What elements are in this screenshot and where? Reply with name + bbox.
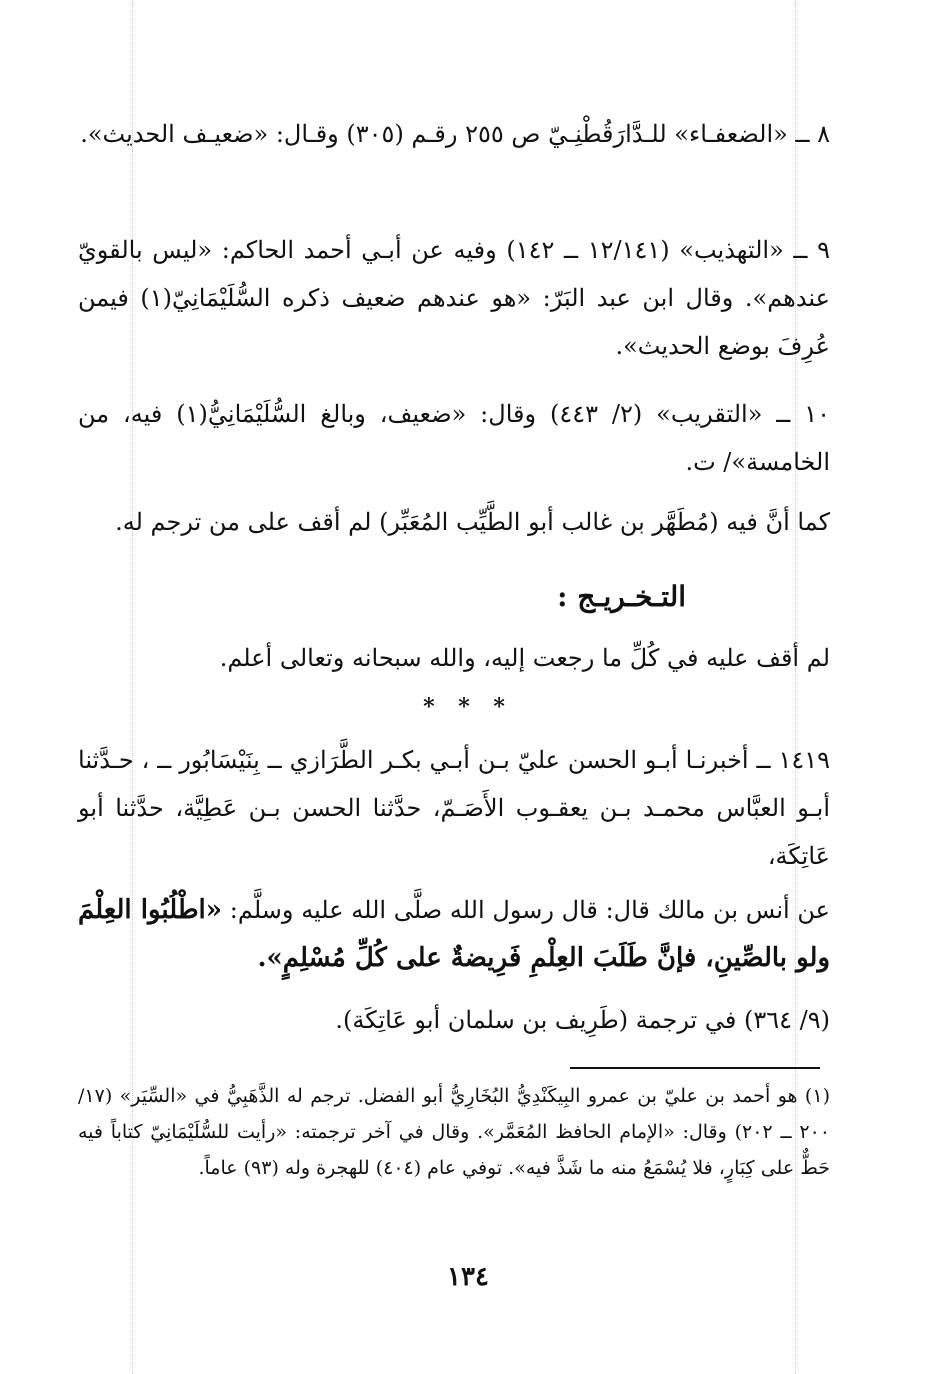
unknown-narrator-note: كما أنَّ فيه (مُطَهَّر بن غالب أبو الطَّيِّب المُعَبِّر) لم أقف على من ترجم له. <box>115 508 830 536</box>
footnote-1: (١) هو أحمد بن عليّ بن عمرو البِيكَنْدِيُّ البُخَارِيُّ أبو الفضل. ترجم له الذَّهَبِيُّ في «السِّيَر» (١٧/ ٢٠٠ ــ ٢٠٢) وقال: «الإمام الحافظ المُعَمَّر». وقال في آخر ترجمته: «رأيت للسُّلَيْمَانِيّ كتاباً فيه حَطٌّ على كِبَارٍ، فلا يُسْمَعُ منه ما شَذَّ فيه». توفي عام (٤٠٤) للهجرة وله (٩٣) عاماً. <box>78 1085 830 1179</box>
page-number: ١٣٤ <box>447 1262 489 1292</box>
takhrij-heading: التـخـريـج : <box>557 580 686 613</box>
hadith-matn <box>78 886 830 982</box>
entry-10: ١٠ ــ «التقريب» (٢/ ٤٤٣) وقال: «ضعيف، وبالغ السُّلَيْمَانِيُّ(١) فيه، من الخامسة»/ ت. <box>78 400 831 476</box>
section-separator: * * * <box>423 694 513 720</box>
hadith-matn-intro: عن أنس بن مالك قال: قال رسول الله صلَّى الله عليه وسلَّم: <box>229 896 830 924</box>
hadith-matn-text: «اطْلُبُوا العِلْمَ ولو بالصِّينِ، فإنَّ طَلَبَ العِلْمِ فَرِيضةٌ على كُلِّ مُسْلِمٍ». <box>78 895 830 973</box>
entry-9: ٩ ــ «التهذيب» (١٢/١٤١ ــ ١٤٢) وفيه عن أبـي أحمد الحاكم: «ليس بالقويّ عندهم». وقال ابن عبد البَرّ: «هو عندهم ضعيف ذكره السُّلَيْمَانِيّ(١) فيمن عُرِفَ بوضع الحديث». <box>78 236 830 360</box>
entry-8: ٨ ــ «الضعفـاء» للـدَّارَقُطْنِـيّ ص ٢٥٥ رقـم (٣٠٥) وقـال: «ضعيـف الحديث». <box>80 120 830 148</box>
footnote-divider <box>570 1067 820 1069</box>
takhrij-text: لم أقف عليه في كُلِّ ما رجعت إليه، والله سبحانه وتعالى أعلم. <box>219 644 830 672</box>
hadith-isnad: ١٤١٩ ــ أخبرنـا أبـو الحسن عليّ بـن أبـي بكـر الطَّرَازي ــ بِنَيْسَابُور ــ ، حـدَّثنا أبـو العبَّاس محمـد بـن يعقـوب الأَصَـمّ، حدَّثنا الحسن بـن عَطِيَّة، حدَّثنا أبو عَاتِكَة، <box>78 746 830 870</box>
hadith-source: (٩/ ٣٦٤) في ترجمة (طَرِيف بن سلمان أبو عَاتِكَة). <box>335 1006 830 1034</box>
